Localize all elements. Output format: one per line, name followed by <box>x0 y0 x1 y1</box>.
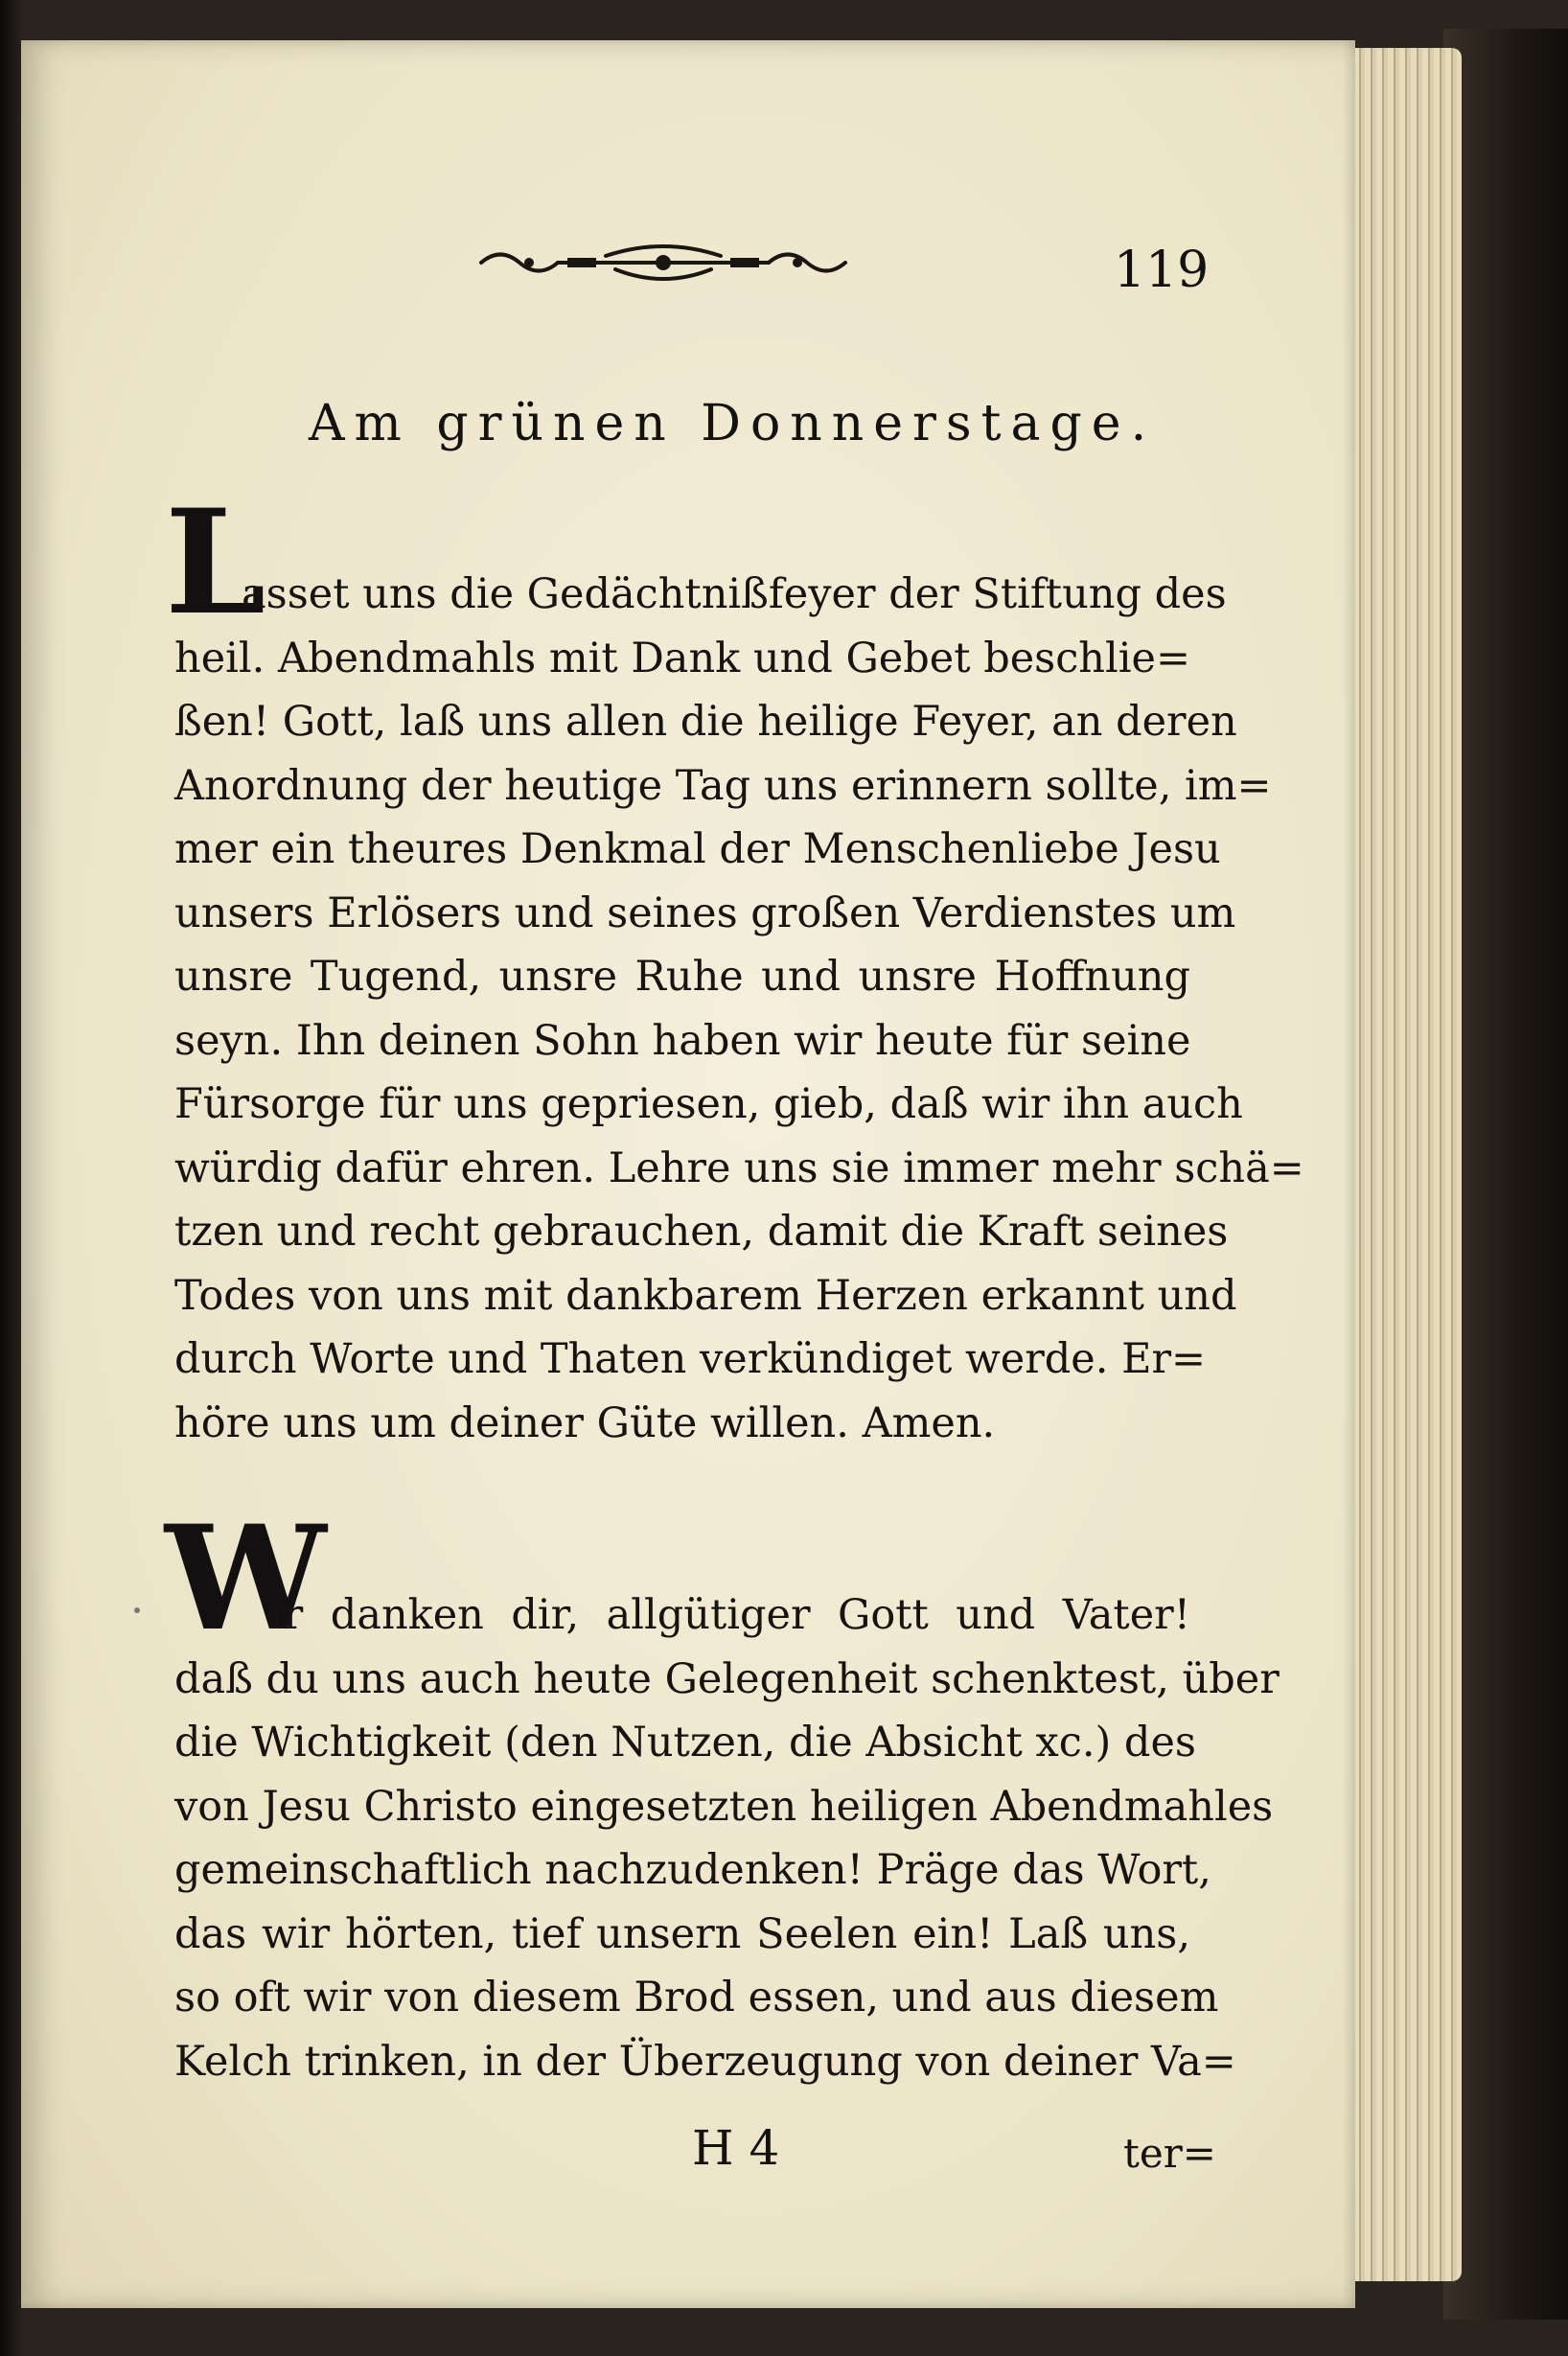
drop-cap: W <box>165 1494 327 1663</box>
text-line: ir danken dir, allgütiger Gott und Vater! <box>270 1591 1190 1639</box>
text-line: daß du uns auch heute Gelegenheit schenktest, über <box>174 1654 1280 1703</box>
book-cover-right <box>1443 29 1568 2320</box>
text-line: asset uns die Gedächtnißfeyer der Stiftung des <box>242 570 1227 618</box>
text-line: die Wichtigkeit (den Nutzen, die Absicht xc.) des <box>174 1719 1196 1767</box>
text-line: Fürsorge für uns gepriesen, gieb, daß wir ihn auch <box>174 1080 1243 1128</box>
text-line: unsre Tugend, unsre Ruhe und unsre Hoffnung <box>174 953 1190 1001</box>
text-line: das wir hörten, tief unsern Seelen ein! Laß uns, <box>174 1909 1190 1958</box>
text-line: gemeinschaftlich nachzudenken! Präge das Wort, <box>174 1846 1211 1894</box>
ornament-icon <box>472 237 855 289</box>
prayer-paragraph <box>174 1583 1280 2093</box>
text-line: so oft wir von diesem Brod essen, und aus diesem <box>174 1974 1219 2021</box>
page-number: 119 <box>1114 242 1210 299</box>
text-line: tzen und recht gebrauchen, damit die Kraft seines <box>174 1208 1229 1256</box>
text-line: ßen! Gott, laß uns allen die heilige Feyer, an deren <box>174 698 1237 746</box>
text-line: höre uns um deiner Güte willen. Amen. <box>174 1398 996 1447</box>
text-line: Todes von uns mit dankbarem Herzen erkannt und <box>174 1271 1237 1320</box>
text-line: durch Worte und Thaten verkündiget werde. Er= <box>174 1335 1207 1383</box>
text-line: Anordnung der heutige Tag uns erinnern sollte, im= <box>174 761 1272 810</box>
text-line: Kelch trinken, in der Überzeugung von deiner Va= <box>174 2037 1236 2086</box>
drop-cap: L <box>165 478 266 647</box>
text-line: würdig dafür ehren. Lehre uns sie immer mehr schä= <box>174 1143 1304 1192</box>
text-line: mer ein theures Denkmal der Menschenliebe Jesu <box>174 825 1221 873</box>
section-heading: Am grünen Donnerstage. <box>309 395 1157 452</box>
margin-mark <box>134 1607 140 1613</box>
signature-mark: H 4 <box>692 2120 780 2176</box>
catchword: ter= <box>1123 2130 1217 2177</box>
page-edges <box>1342 48 1462 2281</box>
text-line: von Jesu Christo eingesetzten heiligen Abendmahles <box>174 1782 1274 1831</box>
text-line: heil. Abendmahls mit Dank und Gebet beschlie= <box>174 634 1190 682</box>
prayer-paragraph <box>174 563 1304 1455</box>
text-line: unsers Erlösers und seines großen Verdienstes um <box>174 889 1236 937</box>
text-line: seyn. Ihn deinen Sohn haben wir heute für seine <box>174 1016 1191 1065</box>
book-page <box>21 40 1355 2308</box>
